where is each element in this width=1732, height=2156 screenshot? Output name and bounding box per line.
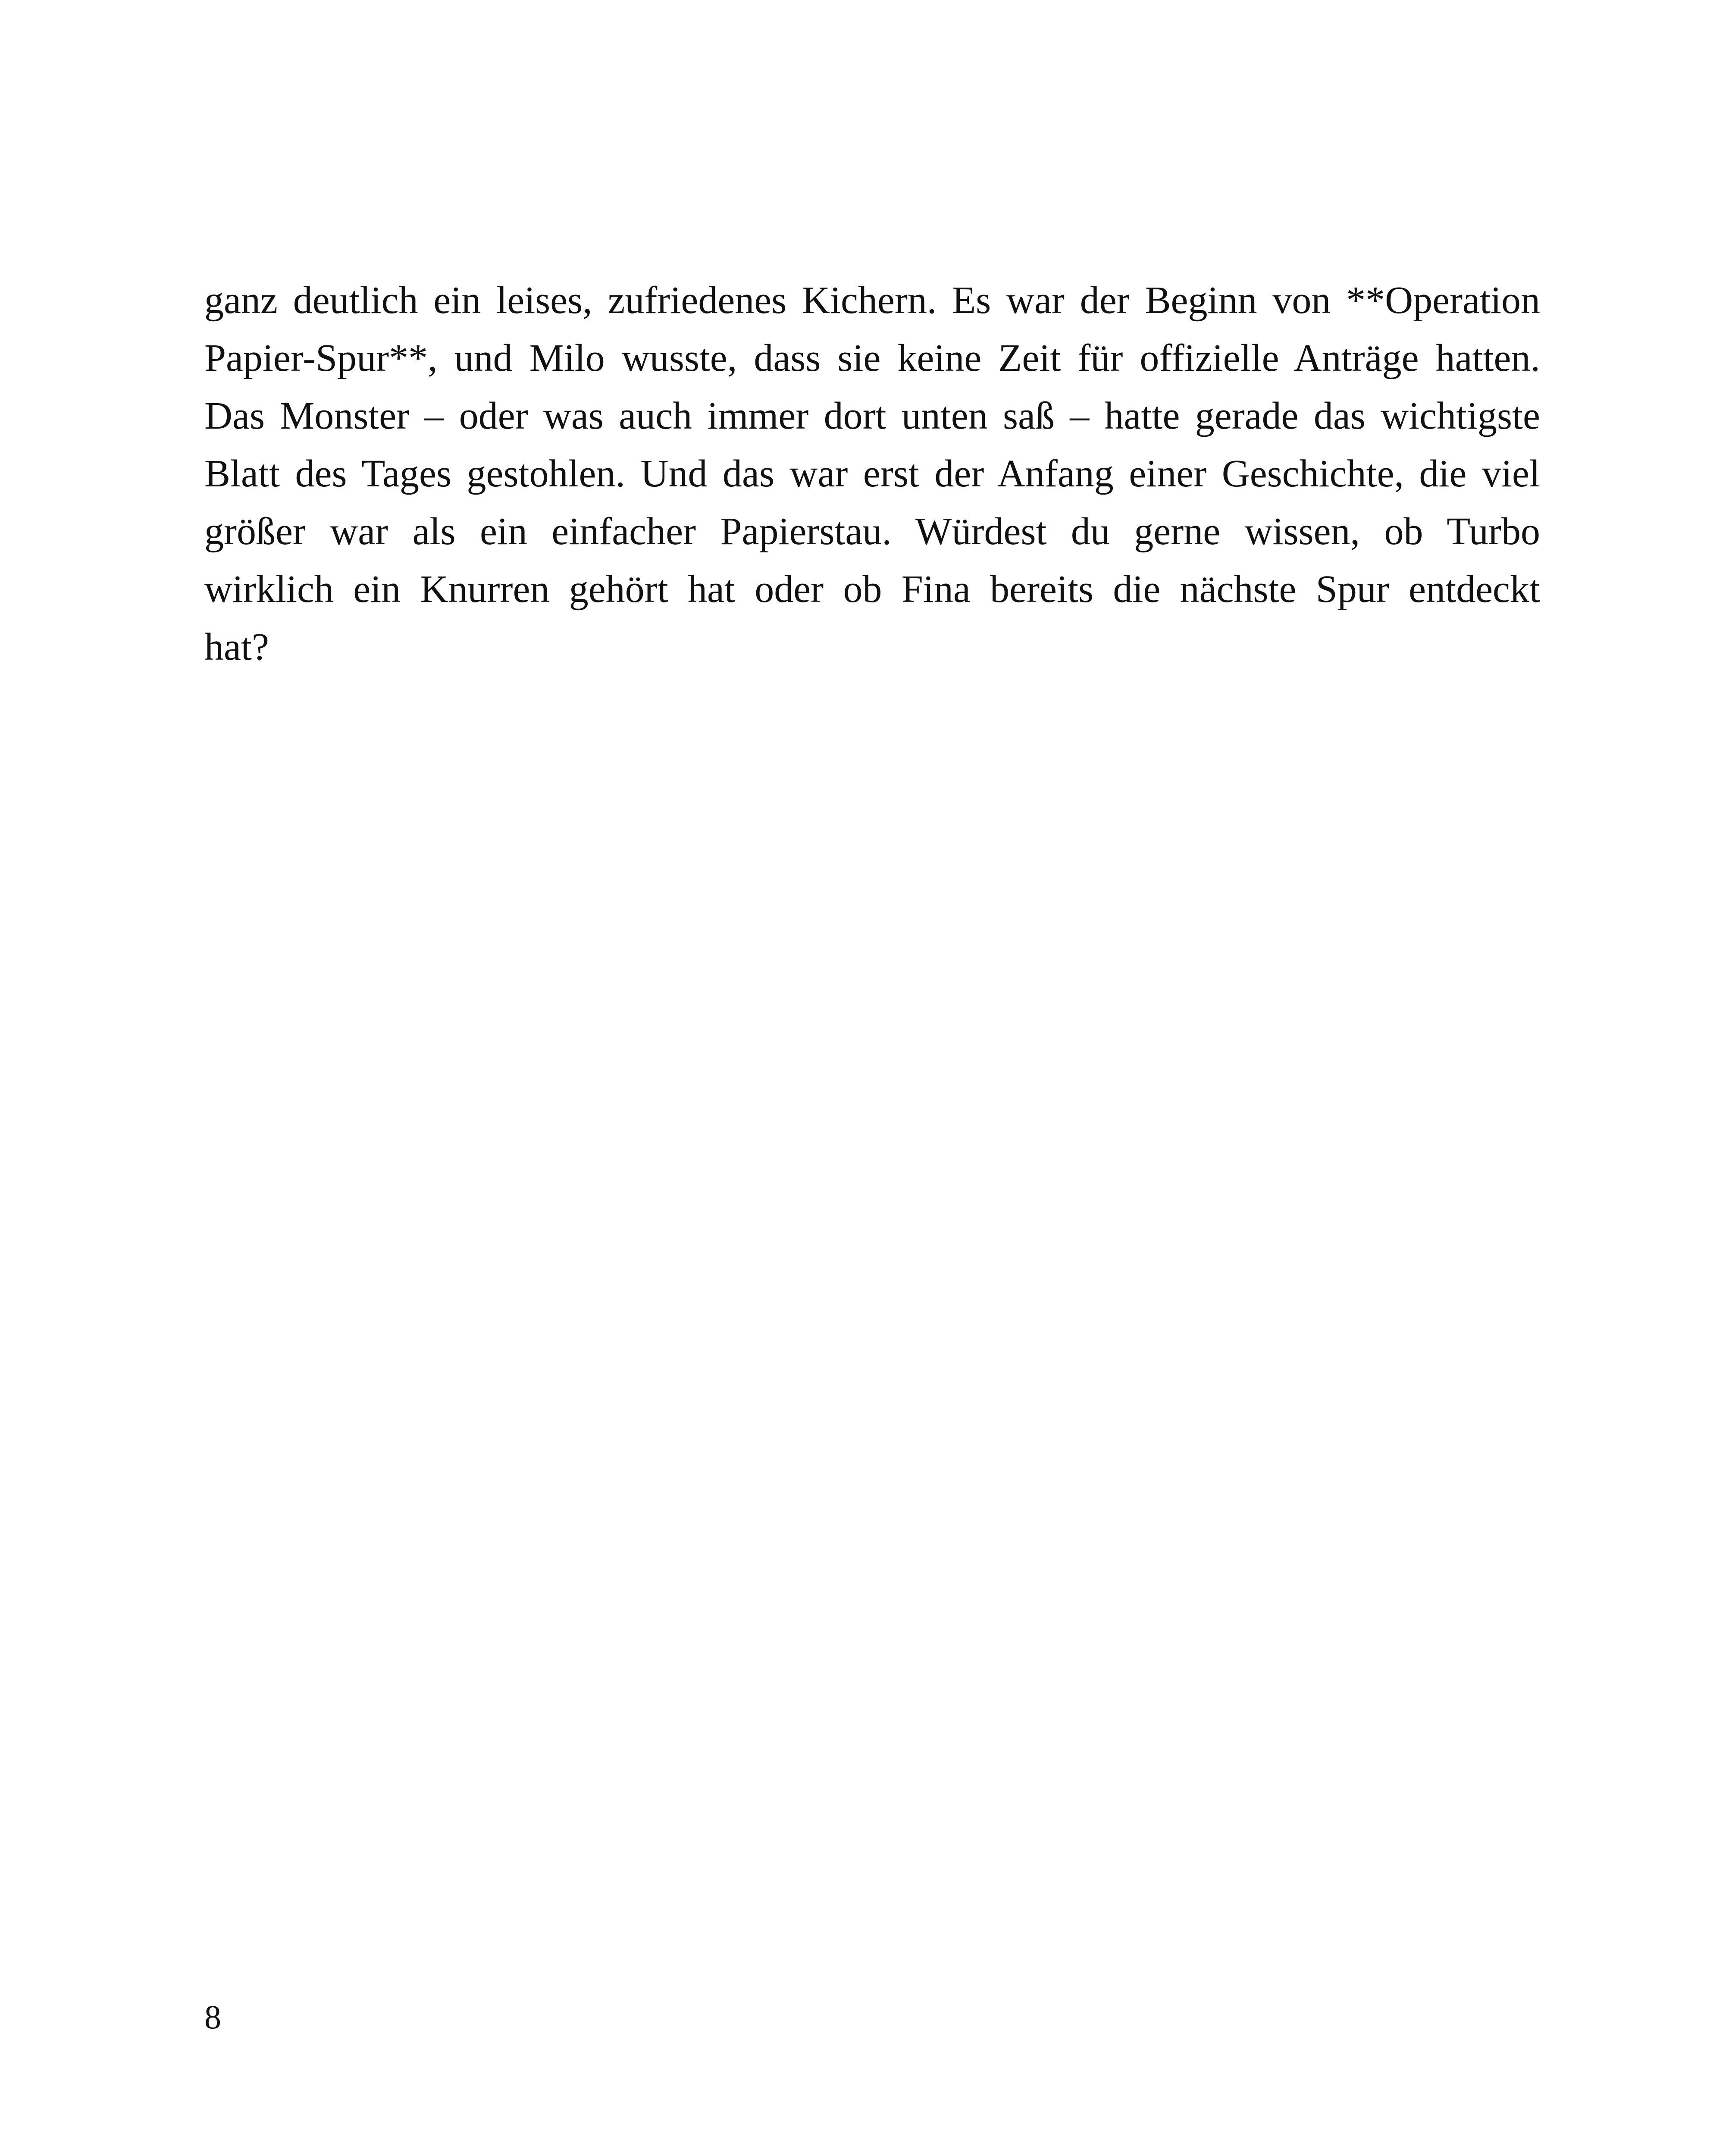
paragraph-line: größer war als ein einfacher Papierstau. Würdest du gerne wissen, ob Turbo	[204, 510, 1540, 553]
paragraph-line: hat?	[204, 626, 269, 668]
paragraph-line: wirklich ein Knurren gehört hat oder ob Fina bereits die nächste Spur entdeckt	[204, 568, 1540, 611]
body-paragraph	[204, 272, 1540, 676]
paragraph-line: ganz deutlich ein leises, zufriedenes Kichern. Es war der Beginn von **Operation	[204, 279, 1540, 322]
page-number: 8	[204, 1998, 221, 2036]
paragraph-line: Blatt des Tages gestohlen. Und das war erst der Anfang einer Geschichte, die viel	[204, 452, 1540, 495]
paragraph-line: Das Monster – oder was auch immer dort unten saß – hatte gerade das wichtigste	[204, 395, 1540, 437]
paragraph-line: Papier-Spur**, und Milo wusste, dass sie keine Zeit für offizielle Anträge hatten.	[204, 337, 1540, 379]
